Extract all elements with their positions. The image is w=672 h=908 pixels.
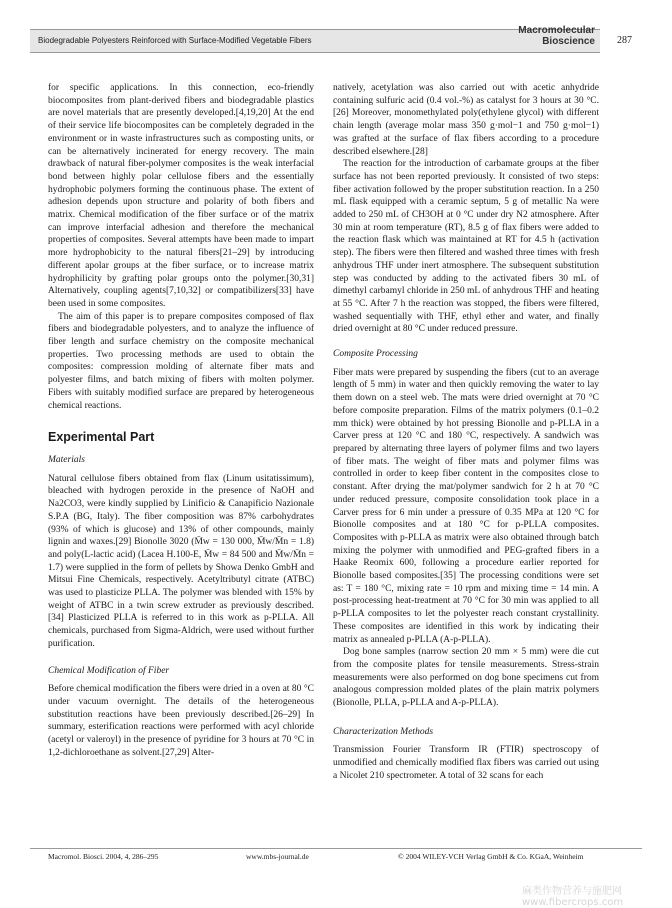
- footer-divider: [30, 848, 642, 849]
- materials-paragraph: Natural cellulose fibers obtained from flax (Linum usitatissimum), bleached with hydrogen peroxide in the presence of NaOH and Na2CO3, were kindly supplied by Linificio & Canapificio Nazionale S.P.A (BG, Italy). The fiber composition was 87% carbohydrates (93% of which is glucose) and 13% of other compounds, mainly lignin and waxes.[29] Bionolle 3020 (M̄w = 130 000, M̄w/M̄n = 1.8) and poly(L-lactic acid) (Lacea H.100-E, M̄w = 84 500 and M̄w/M̄n = 1.7) were supplied in the form of pellets by Showa Denko GmbH and Mitsui Fine Chemicals, respectively. Acetyltributyl citrate (ATBC) was used to plasticize PLLA. The polymer was blended with 15% by weight of ATBC in a twin screw extruder as previously described.[34] Plasticized PLLA is referred to in this work as p-PLLA. All chemicals, purchased from Sigma-Aldrich, were used without further purification.: [48, 473, 314, 649]
- intro-paragraph-1: for specific applications. In this connection, eco-friendly biocomposites from plant-derived fibers and biodegradable plastics are novel materials that are presently developed.[4,19,20] At the end of their service life biocomposites can be completely degraded in the environment or in waste infrastructures such as composting units, or can be alternatively incinerated for energy recovery. The main drawback of natural fiber-polymer composites is the weak interfacial bond between highly polar cellulose fibers and the essentially hydrophobic polymers forming the continuous phase. The extent of adhesion depends upon structure and polarity of both fibers and matrix. Chemical modification of the fiber surface or of the matrix can improve interfacial adhesion and therefore the mechanical properties of composites. Several attempts have been made to impart more hydrophobicity to the natural fibers[21–29] by introducing different apolar groups at the fiber surface, or to increase matrix hydrophilicity by grafting polar groups onto the polymer.[30,31] Alternatively, coupling agents[7,10,32] or compatibilizers[33] have been used in some composites.: [48, 83, 314, 309]
- subsection-title-materials: Materials: [48, 454, 85, 465]
- right-column: [333, 82, 599, 783]
- footer-citation: Macromol. Biosci. 2004, 4, 286–295: [48, 852, 159, 861]
- characterization-paragraph: Transmission Fourier Transform IR (FTIR) spectroscopy of unmodified and chemically modified flax fibers was carried out using a Nicolet 210 spectrometer. A total of 32 scans for each: [333, 745, 599, 781]
- subsection-title-characterization: Characterization Methods: [333, 726, 434, 737]
- subsection-title-chemical-modification: Chemical Modification of Fiber: [48, 665, 170, 676]
- section-title-experimental: Experimental Part: [48, 430, 155, 445]
- intro-paragraph-2: The aim of this paper is to prepare composites composed of flax fibers and biodegradable polyesters, and to analyze the influence of fiber length and surface chemistry on the composite mechanical properties. Two processing methods are used to obtain the composites: compression molding of alternate fiber mats and polyester films, and batch mixing of fibers with molten polymer. Fibers with suitably modified surface are prepared by heterogeneous chemical reactions.: [48, 311, 314, 411]
- journal-logo-line1: Macromolecular: [518, 25, 595, 36]
- footer-copyright: © 2004 WILEY-VCH Verlag GmbH & Co. KGaA, Weinheim: [398, 852, 584, 861]
- watermark: 麻类作物营养与施肥网 www.fibercrops.com: [522, 886, 624, 908]
- composite-paragraph-1: Fiber mats were prepared by suspending the fibers (cut to an average length of 5 mm) in water and then quickly removing the water to lay them down on a steel web. The mats were dried overnight at 70 °C before composite preparation. Films of the matrix polymers (0.1–0.2 mm thick) were obtained by hot pressing Bionolle and p-PLLA in a Carver press at 120 °C and 180 °C, respectively. A sandwich was prepared by alternating three layers of polymer films and two layers of fiber mats. The weight of fiber mats and polymer films was controlled in order to keep fiber content in the composites close to constant. After drying the mat/polymer sandwich for 2 h at 70 °C under reduced pressure, composite consolidation took place in a Carver press for 6 min under a pressure of 0.35 MPa at 120 °C for Bionolle composites and at 180 °C for p-PLLA composites. Composites with p-PLLA as matrix were also obtained through batch mixing the polymer with unmodified and PEG-grafted fibers in a Haake Reomix 600, following a procedure earlier reported for Bionolle based composites.[35] The processing conditions were set as: T = 180 °C, mixing rate = 10 rpm and mixing time = 14 min. A post-processing heat-treatment at 70 °C for 30 min was applied to all p-PLLA composites to let the polyester reach constant crystallinity. These composites are identified in this work by indicating their matrix as annealed p-PLLA (A-p-PLLA).: [333, 367, 599, 645]
- acetylation-paragraph: natively, acetylation was also carried out with acetic anhydride containing sulfuric acid (0.4 vol.-%) as catalyst for 3 hours at 30 °C.[26] Moreover, monomethylated poly(ethylene glycol) with different chain length (average molar mass 350 g·mol−1 and 750 g·mol−1) was grafted at the surface of flax fibers according to a procedure described elsewhere.[28]: [333, 83, 599, 157]
- journal-logo-line2: Bioscience: [542, 36, 595, 47]
- running-title: Biodegradable Polyesters Reinforced with Surface-Modified Vegetable Fibers: [38, 36, 312, 45]
- carbamate-paragraph: The reaction for the introduction of carbamate groups at the fiber surface has not been reported previously. It consisted of two steps: fiber activation followed by the proper substitution reaction. In a 250 mL flask equipped with a ceramic septum, 5 g of metallic Na were added to 250 mL of CH3OH at 0 °C under dry N2 atmosphere. After 30 min at room temperature (RT), 8.5 g of flax fibers were added to the reaction flask which was maintained at RT for 4.5 h (activation step). The fibers were then filtered and washed three times with fresh anhydrous THF under inert atmosphere. The subsequent substitution step was conducted by adding to the activated fibers 30 mL of dimethyl carbamyl chloride in 250 mL of anhydrous THF and heating at 55 °C. After 7 h the reaction was stopped, the fibers were filtered, washed sequentially with THF, ethyl ether and water, and finally dried overnight at 80 °C under reduced pressure.: [333, 159, 599, 335]
- subsection-title-composite-processing: Composite Processing: [333, 349, 418, 360]
- composite-paragraph-2: Dog bone samples (narrow section 20 mm × 5 mm) were die cut from the composite plates for tensile measurements. Stress-strain measurements were also performed on dog bone specimens cut from analogous compression molded plates of the plain matrix polymers (Bionolle, PLLA, p-PLLA and A-p-PLLA).: [333, 647, 599, 709]
- page-number: 287: [617, 35, 632, 46]
- left-column: [48, 82, 314, 759]
- footer-url: www.mbs-journal.de: [246, 852, 309, 861]
- journal-logo: [490, 25, 595, 47]
- chemical-modification-paragraph: Before chemical modification the fibers were dried in a oven at 80 °C under vacuum overnight. The details of the heterogeneous substitution reactions have been previously described.[26–29] In summary, esterification reactions were performed with acyl chloride (acetyl or valeroyl) in the presence of pyridine for 3 hours at 70 °C in 1,2-dichloroethane as solvent.[27,29] Alter-: [48, 684, 314, 758]
